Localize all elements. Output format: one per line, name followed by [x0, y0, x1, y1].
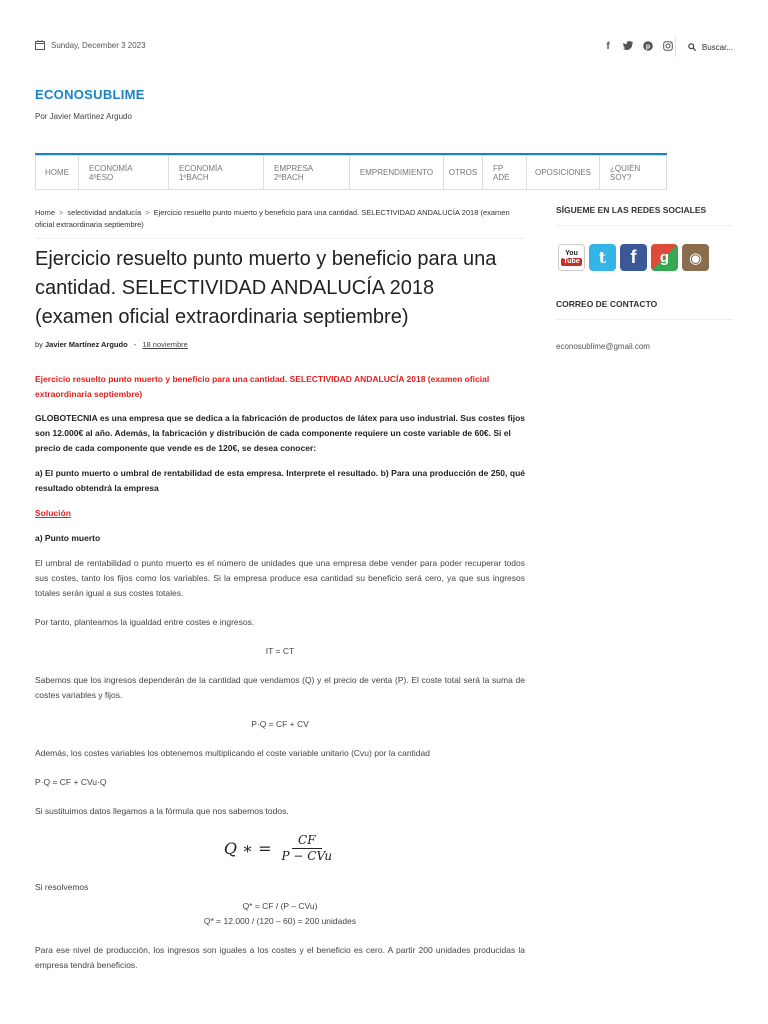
- post-date[interactable]: 18 noviembre: [142, 340, 188, 349]
- article-content: [35, 372, 525, 982]
- nav-economia-1bach[interactable]: ECONOMÍA 1ºBACH: [169, 155, 264, 190]
- instagram-icon[interactable]: [663, 41, 673, 54]
- youtube-icon[interactable]: You Tube: [558, 244, 585, 271]
- problem-statement: GLOBOTECNIA es una empresa que se dedica a la fabricación de productos de látex para uso industrial. Sus costes fijos son 12.000€ al año. Además, la fabricación y distribución de cada componente requiere un coste variable de 60€. Si el precio de cada componente que vende es de 120€, se desea conocer:: [35, 413, 525, 453]
- calendar-icon: [35, 40, 45, 50]
- social-links: [603, 41, 673, 54]
- equation-2: P·Q = CF + CV: [251, 719, 309, 729]
- equation-1: IT = CT: [265, 646, 295, 656]
- breadcrumb-current: Ejercicio resuelto punto muerto y beneficio para una cantidad. SELECTIVIDAD ANDALUCÍA 2018 (examen oficial extraordinaria septiembre): [35, 208, 510, 229]
- page-title: Ejercicio resuelto punto muerto y beneficio para una cantidad. SELECTIVIDAD ANDALUCÍA 2018 (examen oficial extraordinaria septiembre): [35, 248, 497, 328]
- search-icon: [688, 43, 696, 51]
- byline-dash: -: [133, 340, 137, 349]
- part-a-heading: a) Punto muerto: [35, 533, 101, 543]
- instagram-social-icon[interactable]: ◉: [682, 244, 709, 271]
- twitter-social-icon[interactable]: t: [589, 244, 616, 271]
- paragraph-3: Sabemos que los ingresos dependerán de la cantidad que vendamos (Q) y el precio de venta (P). El coste total será la suma de costes variables y fijos.: [35, 675, 525, 700]
- intro-heading: Ejercicio resuelto punto muerto y beneficio para una cantidad. SELECTIVIDAD ANDALUCÍA 2018 (examen oficial extraordinaria septiembre): [35, 374, 490, 399]
- problem-questions: a) El punto muerto o umbral de rentabilidad de esta empresa. Interprete el resultado. b) Para una producción de 250, qué resultado obtendrá la empresa: [35, 468, 525, 493]
- nav-emprendimiento[interactable]: EMPRENDIMIENTO: [350, 155, 444, 190]
- breadcrumb: Home > selectividad andalucía > Ejercicio resuelto punto muerto y beneficio para una cantidad. SELECTIVIDAD ANDALUCÍA 2018 (examen oficial extraordinaria septiembre): [35, 208, 510, 229]
- paragraph-4: Además, los costes variables los obtenemos multiplicando el coste variable unitario (Cvu) por la cantidad: [35, 748, 430, 758]
- nav-economia-4eso[interactable]: ECONOMÍA 4ºESO: [79, 155, 169, 190]
- paragraph-2: Por tanto, planteamos la igualdad entre costes e ingresos.: [35, 617, 255, 627]
- nav-otros[interactable]: OTROS: [444, 155, 483, 190]
- formula-fraction: [278, 833, 337, 864]
- google-social-icon[interactable]: g: [651, 244, 678, 271]
- sidebar: [556, 205, 733, 351]
- follow-widget-title: SÍGUEME EN LAS REDES SOCIALES: [556, 205, 733, 226]
- search-box[interactable]: [675, 37, 733, 57]
- paragraph-7: Para ese nivel de producción, los ingresos son iguales a los costes y el beneficio es cero. A partir 200 unidades producidas la empresa tendrá beneficios.: [35, 945, 525, 970]
- twitter-icon[interactable]: [623, 41, 633, 54]
- byline: [35, 340, 188, 349]
- author-link[interactable]: Javier Martínez Argudo: [45, 340, 128, 349]
- paragraph-5: Si sustituimos datos llegamos a la fórmula que nos sabemos todos.: [35, 806, 289, 816]
- site-tagline: Por Javier Martínez Argudo: [35, 112, 132, 121]
- date-text: Sunday, December 3 2023: [51, 40, 146, 50]
- svg-text:p: p: [645, 43, 651, 51]
- formula-lhs: Q ∗ =: [223, 839, 272, 858]
- search-placeholder[interactable]: Buscar...: [701, 42, 733, 52]
- solution-label: Solución: [35, 508, 71, 518]
- break-even-formula: [35, 833, 525, 864]
- nav-quien-soy[interactable]: ¿QUIÉN SOY?: [600, 155, 667, 190]
- date-display: [35, 40, 146, 50]
- formula-denominator: P − CVu: [281, 849, 333, 863]
- contact-email[interactable]: econosublime@gmail.com: [556, 342, 650, 351]
- contact-widget-title: CORREO DE CONTACTO: [556, 299, 733, 320]
- paragraph-6: Si resolvemos: [35, 882, 89, 892]
- nav-oposiciones[interactable]: OPOSICIONES: [527, 155, 600, 190]
- top-bar: [35, 40, 733, 60]
- equation-4: Q* = CF / (P – CVu): [242, 901, 318, 911]
- equation-3: P·Q = CF + CVu·Q: [35, 777, 107, 787]
- main-nav: [35, 153, 667, 190]
- site-logo[interactable]: ECONOSUBLIME: [35, 87, 145, 102]
- nav-fp-ade[interactable]: FP ADE: [483, 155, 527, 190]
- formula-numerator: CF: [292, 833, 322, 849]
- breadcrumb-divider: [35, 238, 525, 239]
- paragraph-1: El umbral de rentabilidad o punto muerto es el número de unidades que una empresa debe vender para poder recuperar todos sus costes, tanto los fijos como los variables. Si la empresa produce esa cantidad su beneficio será cero, ya que sus ingresos totales serán igual a sus costes totales.: [35, 558, 525, 598]
- nav-home[interactable]: HOME: [35, 155, 79, 190]
- facebook-icon[interactable]: f: [606, 41, 610, 52]
- nav-empresa-2bach[interactable]: EMPRESA 2ºBACH: [264, 155, 350, 190]
- equation-5: Q* = 12.000 / (120 – 60) = 200 unidades: [203, 916, 357, 926]
- byline-by: by: [35, 340, 43, 349]
- breadcrumb-category[interactable]: selectividad andalucía: [67, 208, 142, 217]
- facebook-social-icon[interactable]: f: [620, 244, 647, 271]
- pinterest-icon[interactable]: [643, 41, 653, 54]
- social-icons-row: [558, 244, 733, 271]
- breadcrumb-home[interactable]: Home: [35, 208, 56, 217]
